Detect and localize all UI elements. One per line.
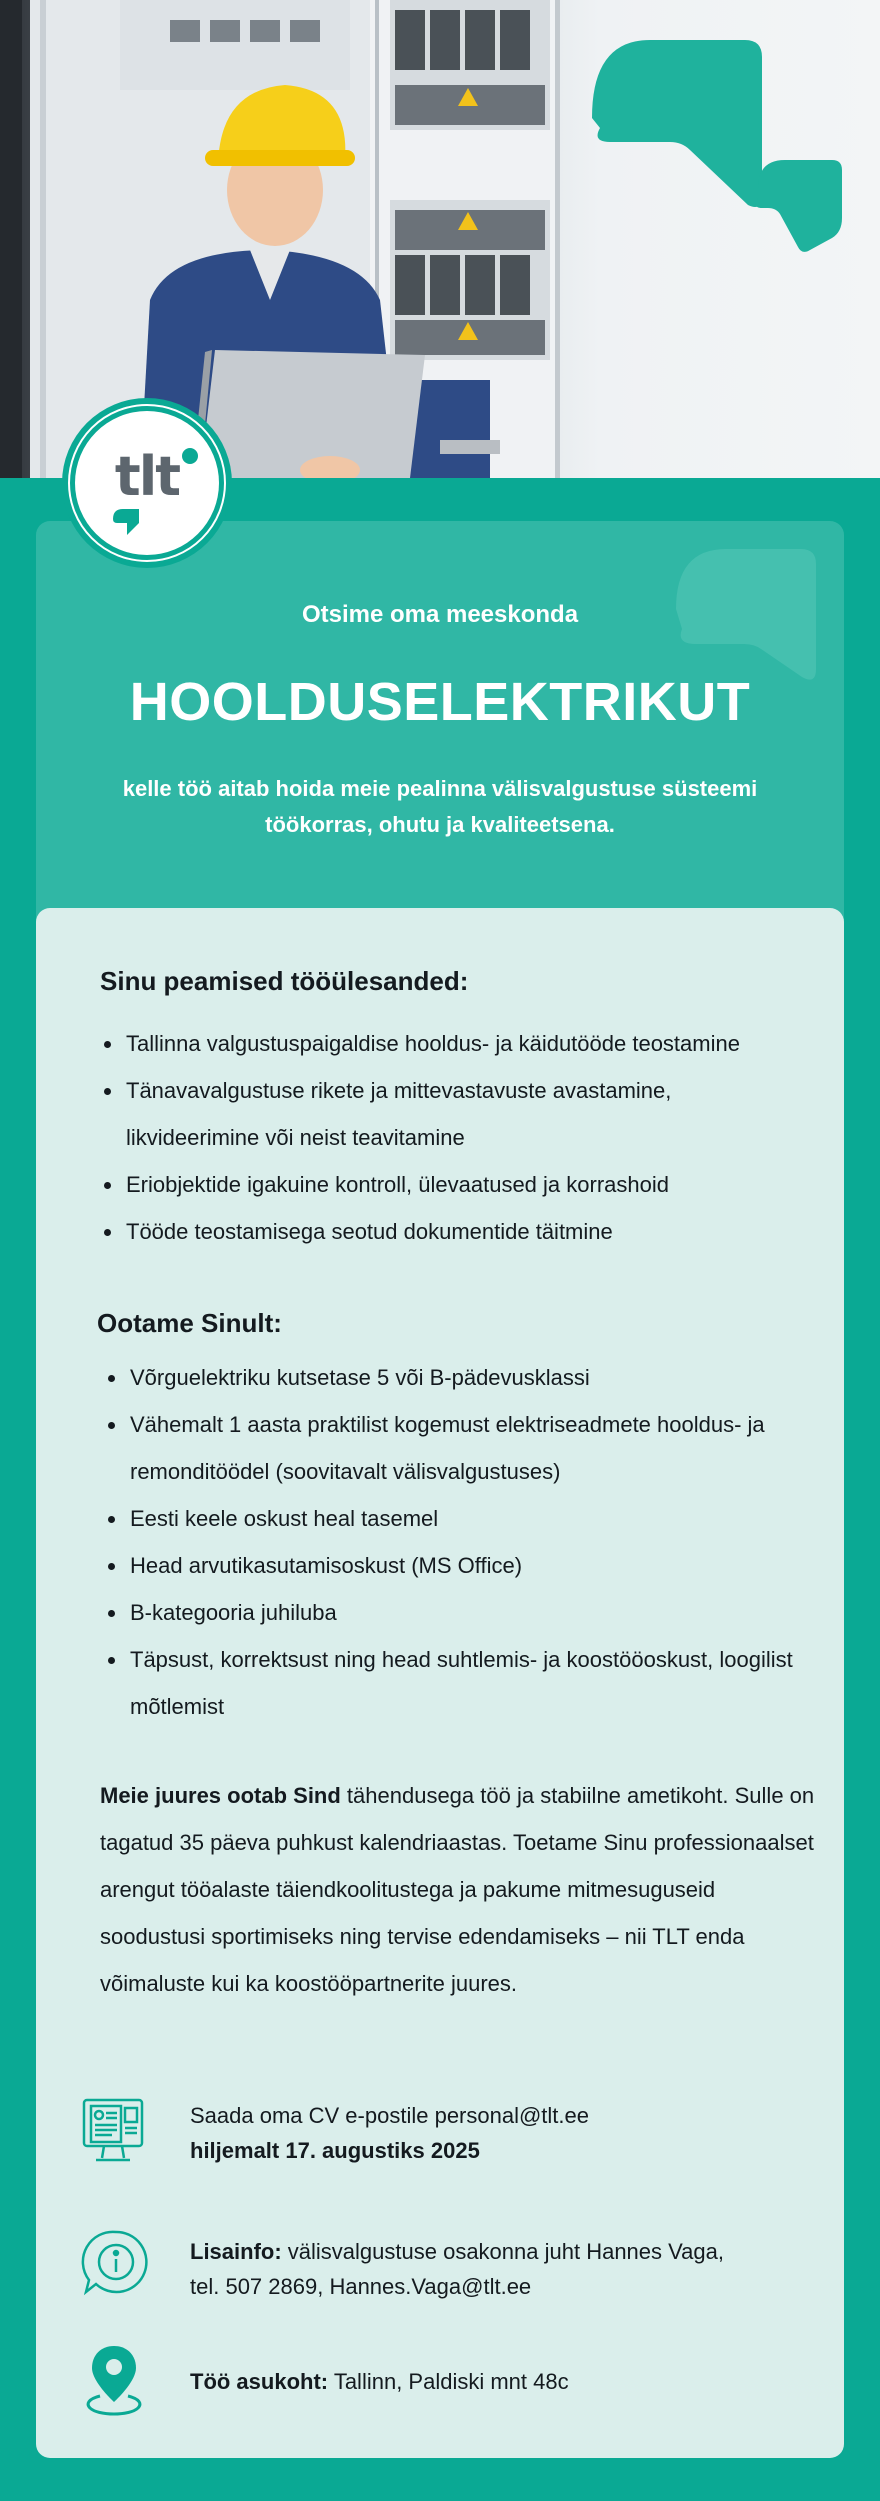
- tasks-list: [102, 1020, 802, 1255]
- location-row: [76, 2342, 796, 2418]
- info-row: [76, 2224, 796, 2300]
- list-item: Vähemalt 1 aasta praktilist kogemust elektriseadmete hooldus- ja remonditöödel (soovitavalt välisvalgustuses): [106, 1401, 826, 1495]
- info-text: [190, 2234, 724, 2304]
- job-title: HOOLDUSELEKTRIKUT: [129, 672, 751, 732]
- list-item: Tänavavalgustuse rikete ja mittevastavuste avastamine, likvideerimine või neist teavitamine: [102, 1067, 802, 1161]
- info-line: [190, 2234, 724, 2269]
- info-chat-icon: [76, 2224, 152, 2300]
- list-item: B-kategooria juhiluba: [106, 1589, 826, 1636]
- apply-row: [76, 2094, 796, 2170]
- location-address: Tallinn, Paldiski mnt 48c: [328, 2369, 569, 2394]
- list-item: Head arvutikasutamisoskust (MS Office): [106, 1542, 826, 1589]
- header-kicker: Otsime oma meeskonda: [301, 601, 579, 628]
- location-pin-icon: [76, 2342, 152, 2418]
- list-item: Võrguelektriku kutsetase 5 või B-pädevusklassi: [106, 1354, 826, 1401]
- logo-circle: [75, 411, 219, 555]
- subtitle-line: kelle töö aitab hoida meie pealinna välisvalgustuse süsteemi: [122, 776, 758, 801]
- logo-text: tlt: [114, 445, 180, 508]
- offer-lead: Meie juures ootab Sind: [100, 1783, 341, 1808]
- list-item: Tööde teostamisega seotud dokumentide täitmine: [102, 1208, 802, 1255]
- subtitle-line: töökorras, ohutu ja kvaliteetsena.: [265, 812, 615, 837]
- cv-monitor-icon: [76, 2094, 152, 2170]
- offer-paragraph: [100, 1772, 820, 2007]
- logo-ring: [68, 404, 226, 562]
- requirements-title: Ootame Sinult:: [97, 1308, 282, 1338]
- list-item: Eriobjektide igakuine kontroll, ülevaatused ja korrashoid: [102, 1161, 802, 1208]
- location-label: Töö asukoht:: [190, 2369, 329, 2394]
- list-item: Eesti keele oskust heal tasemel: [106, 1495, 826, 1542]
- job-subtitle: [96, 771, 784, 843]
- apply-line: Saada oma CV e-postile personal@tlt.ee: [190, 2103, 589, 2128]
- apply-deadline: hiljemalt 17. augustiks 2025: [190, 2138, 480, 2163]
- location-text: [190, 2364, 569, 2399]
- tlt-logo-badge: [62, 398, 232, 568]
- header-card: [36, 521, 844, 941]
- content-card: [36, 908, 844, 2458]
- logo-arrow-icon: [113, 509, 139, 535]
- logo-dot-icon: [181, 447, 199, 465]
- info-contact-person: välisvalgustuse osakonna juht Hannes Vaga,: [281, 2239, 724, 2264]
- tasks-title: Sinu peamised tööülesanded:: [100, 966, 469, 996]
- apply-text: [190, 2098, 589, 2168]
- info-contact-details: tel. 507 2869, Hannes.Vaga@tlt.ee: [190, 2274, 532, 2299]
- requirements-list: [106, 1354, 826, 1730]
- offer-text: tähendusega töö ja stabiilne ametikoht. Sulle on tagatud 35 päeva puhkust kalendriaastas. Toetame Sinu professionaalset arengut tööalaste täiendkoolitustega ja pakume mitmesuguseid soodustusi sportimiseks ning tervise edendamiseks – nii TLT enda võimaluste kui ka koostööpartnerite juures.: [100, 1783, 815, 1996]
- list-item: Täpsust, korrektsust ning head suhtlemis- ja koostööoskust, loogilist mõtlemist: [106, 1636, 826, 1730]
- list-item: Tallinna valgustuspaigaldise hooldus- ja käidutööde teostamine: [102, 1020, 802, 1067]
- info-label: Lisainfo:: [190, 2239, 282, 2264]
